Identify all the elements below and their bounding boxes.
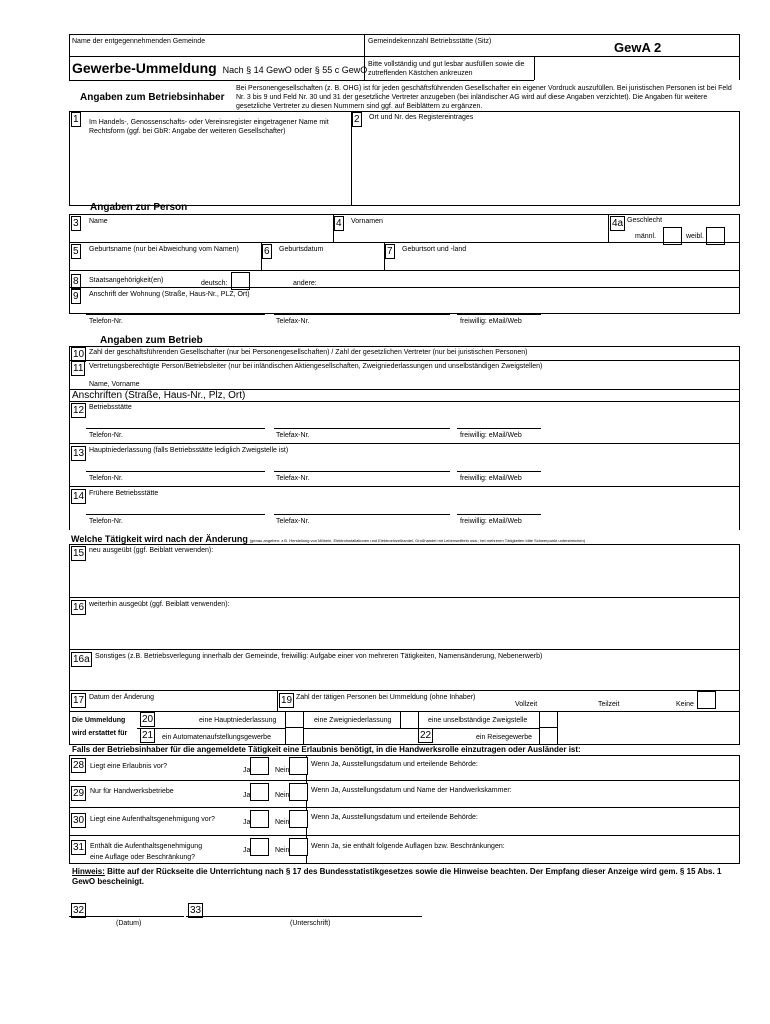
reisegewerbe-checkbox[interactable] xyxy=(539,727,558,745)
keine-label: Keine xyxy=(676,701,694,708)
field-num-12: 12 xyxy=(73,405,85,416)
aufenthalt-details-input[interactable] xyxy=(311,822,731,831)
email-label: freiwillig: eMail/Web xyxy=(460,475,522,482)
hauptniederlassung-input[interactable] xyxy=(89,457,729,470)
field-label-16a: Sonstiges (z.B. Betriebsverlegung innerhalb der Gemeinde, freiwillig: Aufgabe einer von mehreren Tätigkeiten, Namensänderung, Nebenerwerb) xyxy=(95,653,543,660)
heading-taetigkeit xyxy=(71,534,585,544)
nein-label: Nein xyxy=(275,792,290,799)
vollzeit-label: Vollzeit xyxy=(515,701,538,708)
field-label-12: Betriebsstätte xyxy=(89,404,132,411)
auflage-nein-checkbox[interactable] xyxy=(289,838,308,856)
field-label-4a: Geschlecht xyxy=(627,217,663,224)
hinweis-text: Bitte auf der Rückseite die Unterrichtung nach § 17 des Bundesstatistikgesetzes sowie die Hinweise beachten. Der Empfang dieser Anzeige wird gem. § 15 Abs. 1 GewO bescheinigt. xyxy=(72,867,722,886)
handwerk-nein-checkbox[interactable] xyxy=(289,783,308,801)
betriebsleiter-input[interactable] xyxy=(150,377,730,389)
field-num-14: 14 xyxy=(73,491,85,502)
field-num-32: 32 xyxy=(73,905,85,916)
field-num-20: 20 xyxy=(142,714,154,725)
geburtsdatum-input[interactable] xyxy=(279,255,379,268)
form-code: GewA 2 xyxy=(614,40,662,55)
deutsch-label: deutsch: xyxy=(201,280,228,287)
field-label-7: Geburtsort und -land xyxy=(402,246,467,253)
field-label-15: neu ausgeübt (ggf. Beiblatt verwenden): xyxy=(89,547,214,554)
auflage-ja-checkbox[interactable] xyxy=(250,838,269,856)
heading-betrieb: Angaben zum Betrieb xyxy=(100,335,203,346)
ummeldung-label-2: wird erstattet für xyxy=(72,730,128,737)
telefon-label: Telefon-Nr. xyxy=(89,432,123,439)
f29-wenn-label: Wenn Ja, Ausstellungsdatum und Name der Handwerkskammer: xyxy=(311,787,512,794)
field-num-9: 9 xyxy=(73,291,79,302)
telefon-label: Telefon-Nr. xyxy=(89,518,123,525)
field-label-16: weiterhin ausgeübt (ggf. Beiblatt verwenden): xyxy=(89,601,230,608)
sonstiges-input[interactable] xyxy=(95,664,729,688)
auflagen-details-input[interactable] xyxy=(311,851,731,861)
anschriften-label: Anschriften (Straße, Haus-Nr., Plz, Ort) xyxy=(72,390,246,401)
unterschrift-input[interactable] xyxy=(208,903,418,915)
wohnung-anschrift-input[interactable] xyxy=(89,300,729,312)
field-num-13: 13 xyxy=(73,448,85,459)
field-label-11: Vertretungsberechtigte Person/Betriebsleiter (nur bei inländischen Aktiengesellschaften, Zweigniederlassungen und unselbständigen Zweigstellen) xyxy=(89,363,543,370)
heading-person: Angaben zur Person xyxy=(90,202,188,213)
field-num-4a: 4a xyxy=(612,218,624,229)
ja-label: Ja xyxy=(243,767,251,774)
field-num-7: 7 xyxy=(387,246,393,257)
zweigniederlassung-checkbox[interactable] xyxy=(400,711,419,729)
email-label: freiwillig: eMail/Web xyxy=(460,432,522,439)
name-input[interactable] xyxy=(89,227,332,241)
ummeldung-label-1: Die Ummeldung xyxy=(72,717,126,724)
handwerkskammer-input[interactable] xyxy=(311,795,731,804)
andere-label: andere: xyxy=(293,280,317,287)
gemeinde-label: Name der entgegennehmenden Gemeinde xyxy=(72,38,206,45)
field-num-33: 33 xyxy=(190,905,202,916)
field-num-3: 3 xyxy=(73,218,79,229)
hauptniederlassung-label: eine Hauptniederlassung xyxy=(199,717,277,724)
f30-wenn-label: Wenn Ja, Ausstellungsdatum und erteilende Behörde: xyxy=(311,814,478,821)
datum-input[interactable] xyxy=(90,903,180,915)
field-num-16a: 16a xyxy=(73,654,90,665)
title-main: Gewerbe-Ummeldung xyxy=(72,60,217,76)
erlaubnis-ja-checkbox[interactable] xyxy=(250,757,269,775)
field-num-2: 2 xyxy=(354,114,360,125)
telefon-label: Telefon-Nr. xyxy=(89,318,123,325)
field-num-5: 5 xyxy=(73,246,79,257)
field-label-4: Vornamen xyxy=(351,218,383,225)
f28-wenn-label: Wenn Ja, Ausstellungsdatum und erteilende Behörde: xyxy=(311,761,478,768)
datum-aenderung-input[interactable] xyxy=(89,702,274,710)
page-title xyxy=(72,60,367,76)
telefon-label: Telefon-Nr. xyxy=(89,475,123,482)
vornamen-input[interactable] xyxy=(351,227,606,241)
field-num-10: 10 xyxy=(73,349,85,360)
field-num-19: 19 xyxy=(281,695,293,706)
hinweis-block xyxy=(72,867,736,887)
field-label-6: Geburtsdatum xyxy=(279,246,324,253)
aufenthalt-nein-checkbox[interactable] xyxy=(289,810,308,828)
title-suffix: Nach § 14 GewO oder § 55 c GewO xyxy=(222,65,368,75)
field-num-30: 30 xyxy=(73,815,85,826)
fruehere-betriebsstaette-input[interactable] xyxy=(89,500,729,513)
reisegewerbe-label: ein Reisegewerbe xyxy=(476,734,533,741)
f31-wenn-label: Wenn Ja, sie enthält folgende Auflagen bzw. Beschränkungen: xyxy=(311,843,505,850)
automaten-checkbox[interactable] xyxy=(285,727,304,745)
erlaubnis-nein-checkbox[interactable] xyxy=(289,757,308,775)
field-label-31-line2: eine Auflage oder Beschränkung? xyxy=(90,854,196,861)
erlaubnis-details-input[interactable] xyxy=(311,769,731,778)
nein-label: Nein xyxy=(275,847,290,854)
weiterhin-ausgeuebt-input[interactable] xyxy=(89,611,729,647)
hinweis-label: Hinweis: xyxy=(72,867,105,876)
field-num-8: 8 xyxy=(73,276,79,287)
field-num-16: 16 xyxy=(73,602,85,613)
betriebsstaette-input[interactable] xyxy=(89,413,729,426)
keine-checkbox[interactable] xyxy=(697,691,716,709)
field-label-5: Geburtsname (nur bei Abweichung vom Namen) xyxy=(89,246,239,253)
nein-label: Nein xyxy=(275,819,290,826)
field-num-28: 28 xyxy=(73,760,85,771)
unselbst-label: eine unselbständige Zweigstelle xyxy=(428,717,528,724)
field-num-11: 11 xyxy=(73,363,84,374)
field-num-1: 1 xyxy=(73,114,79,125)
field-label-9: Anschrift der Wohnung (Straße, Haus-Nr., PLZ, Ort) xyxy=(89,291,250,298)
field-num-21: 21 xyxy=(142,730,154,741)
geburtsort-input[interactable] xyxy=(402,255,732,268)
ja-label: Ja xyxy=(243,819,251,826)
automaten-label: ein Automatenaufstellungsgewerbe xyxy=(162,734,271,741)
weibl-label: weibl. xyxy=(686,233,704,240)
field-label-1: Im Handels-, Genossenschafts- oder Vereinsregister eingetragener Name mit Rechtsform (ggf. bei GbR: Angabe der weiteren Gesellschafter) xyxy=(89,119,329,135)
telefax-label: Telefax-Nr. xyxy=(276,475,310,482)
fill-hint: Bitte vollständig und gut lesbar ausfüllen sowie die zutreffenden Kästchen ankreuzen xyxy=(368,61,525,77)
field-num-31: 31 xyxy=(73,842,85,853)
taetigkeit-heading-note: (genau angeben: z.B. Herstellung von Möbeln, Elektroinstallationen und Elektroeinzelhandel, Großhandel mit Lebensmitteln usw.; bei mehreren Tätigkeiten bitte Schwerpunkt unterstreichen) xyxy=(249,538,586,543)
zweigniederlassung-label: eine Zweigniederlassung xyxy=(314,717,392,724)
teilzeit-label: Teilzeit xyxy=(598,701,620,708)
ja-label: Ja xyxy=(243,847,251,854)
field-label-31-line1: Enthält die Aufenthaltsgenehmigung xyxy=(90,843,203,850)
ja-label: Ja xyxy=(243,792,251,799)
betriebsinhaber-note: Bei Personengesellschaften (z. B. OHG) ist für jeden geschäftsführenden Gesellschafter ein eigener Vordruck auszufüllen. Bei juristischen Personen ist bei Feld Nr. 3 bis 9 und Feld Nr. 30 und 31 der gesetzliche Vertreter anzugeben (bei inländischer AG wird auf diese Angaben verzichtet). Die Angaben für weitere gesetzliche Vertreter zu diesen Nummern sind ggf. auf Beiblättern zu ergänzen. xyxy=(236,85,732,110)
field-label-3: Name xyxy=(89,218,108,225)
field-label-30: Liegt eine Aufenthaltsgenehmigung vor? xyxy=(90,816,215,823)
neu-ausgeuebt-input[interactable] xyxy=(89,557,729,595)
field-num-17: 17 xyxy=(73,695,85,706)
field-label-28: Liegt eine Erlaubnis vor? xyxy=(90,763,168,770)
field-num-6: 6 xyxy=(264,246,270,257)
taetigkeit-heading-text: Welche Tätigkeit wird nach der Änderung xyxy=(71,534,248,544)
field-label-13: Hauptniederlassung (falls Betriebsstätte lediglich Zweigstelle ist) xyxy=(89,447,289,454)
datum-label: (Datum) xyxy=(116,920,142,927)
field-num-29: 29 xyxy=(73,788,85,799)
andere-staatsangehoerigkeit-input[interactable] xyxy=(322,275,722,287)
heading-erlaubnis: Falls der Betriebsinhaber für die angemeldete Tätigkeit eine Erlaubnis benötigt, in die Handwerksrolle einzutragen oder Ausländer ist: xyxy=(72,745,581,754)
field-label-8: Staatsangehörigkeit(en) xyxy=(89,277,164,284)
unterschrift-label: (Unterschrift) xyxy=(290,920,331,927)
field-label-14: Frühere Betriebsstätte xyxy=(89,490,159,497)
field-label-17: Datum der Änderung xyxy=(89,694,154,701)
field-label-10: Zahl der geschäftsführenden Gesellschafter (nur bei Personengesellschaften) / Zahl der gesetzlichen Vertreter (nur bei juristischen Personen) xyxy=(89,349,528,356)
name-vorname-label: Name, Vorname xyxy=(89,381,140,388)
field-num-4: 4 xyxy=(336,218,342,229)
register-location-input[interactable] xyxy=(369,125,734,201)
telefax-label: Telefax-Nr. xyxy=(276,518,310,525)
field-label-29: Nur für Handwerksbetriebe xyxy=(90,788,174,795)
field-num-15: 15 xyxy=(73,548,85,559)
telefax-label: Telefax-Nr. xyxy=(276,318,310,325)
heading-betriebsinhaber: Angaben zum Betriebsinhaber xyxy=(80,92,225,103)
maennl-label: männl. xyxy=(635,233,657,240)
field-label-19: Zahl der tätigen Personen bei Ummeldung (ohne Inhaber) xyxy=(296,694,476,701)
handwerk-ja-checkbox[interactable] xyxy=(250,783,269,801)
telefax-label: Telefax-Nr. xyxy=(276,432,310,439)
email-label: freiwillig: eMail/Web xyxy=(460,318,522,325)
email-label: freiwillig: eMail/Web xyxy=(460,518,522,525)
register-name-input[interactable] xyxy=(89,137,347,201)
field-num-22: 22 xyxy=(420,730,432,741)
nein-label: Nein xyxy=(275,767,290,774)
geburtsname-input[interactable] xyxy=(89,255,259,268)
kennzahl-label: Gemeindekennzahl Betriebsstätte (Sitz) xyxy=(368,38,492,45)
aufenthalt-ja-checkbox[interactable] xyxy=(250,810,269,828)
field-label-2: Ort und Nr. des Registereintrages xyxy=(369,114,474,121)
